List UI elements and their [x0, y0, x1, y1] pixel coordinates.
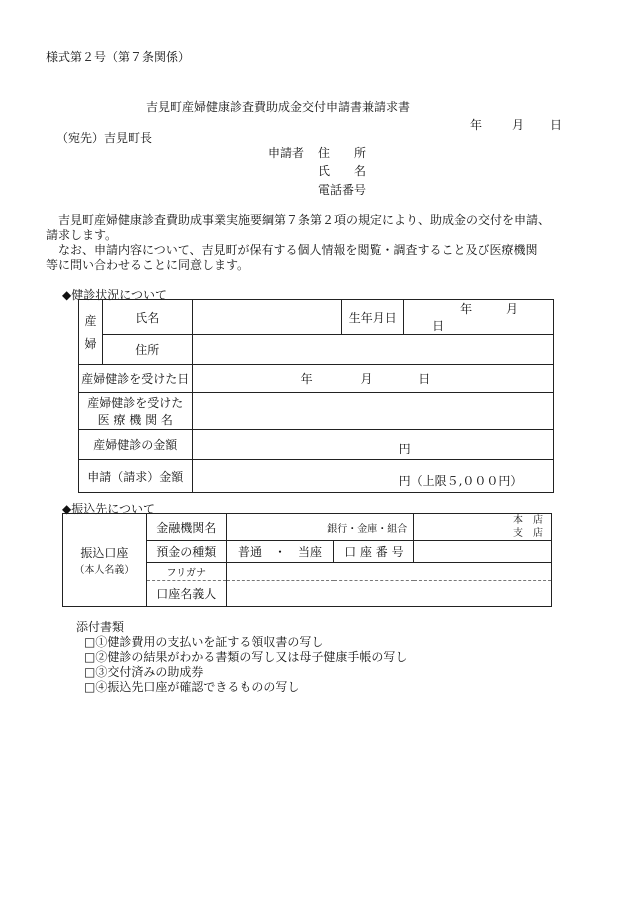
bank-name-label: 金融機関名 [146, 514, 226, 541]
date-year: 年 [470, 118, 483, 132]
sanpu-cell [79, 300, 103, 365]
birth-year: 年 [460, 302, 473, 316]
bank-name-field[interactable] [226, 514, 414, 541]
deposit-type-label: 預金の種類 [146, 541, 226, 563]
sanpu-char-2: 婦 [84, 337, 97, 351]
birth-field[interactable] [404, 300, 554, 335]
bank-types: 銀行・金庫・組合 [327, 523, 408, 535]
attachment-item-3[interactable]: □③交付済みの助成券 [84, 665, 204, 679]
date-month: 月 [512, 118, 525, 132]
branch-sub: 支 店 [513, 528, 543, 539]
deposit-type-options[interactable]: 普通 ・ 当座 [226, 541, 334, 563]
applicant-address-label: 住 所 [318, 146, 367, 160]
request-label: 申請（請求）金額 [79, 460, 193, 493]
branch-main: 本 店 [513, 515, 543, 526]
account-number-field[interactable] [414, 541, 552, 563]
attachment-item-1[interactable]: □①健診費用の支払いを証する領収書の写し [84, 635, 324, 649]
body-para2-line2: 等に問い合わせることに同意します。 [46, 258, 250, 272]
bank-account-table [62, 513, 552, 607]
attachment-item-4[interactable]: □④振込先口座が確認できるものの写し [84, 680, 300, 694]
holder-label: 口座名義人 [146, 581, 226, 607]
exam-day: 日 [418, 372, 431, 386]
section1-heading: ◆健診状況について [62, 288, 167, 302]
amount-label: 産婦健診の金額 [79, 430, 193, 460]
birth-day: 日 [432, 319, 445, 333]
account-label-cell [63, 514, 147, 607]
facility-label [79, 393, 193, 430]
birth-label: 生年月日 [342, 300, 404, 335]
account-number-label: 口 座 番 号 [334, 541, 414, 563]
attachment-item-2[interactable]: □②健診の結果がわかる書類の写し又は母子健康手帳の写し [84, 650, 408, 664]
addressee: （宛先）吉見町長 [56, 131, 153, 145]
furigana-field[interactable] [226, 563, 551, 581]
name-label: 氏名 [102, 300, 192, 335]
facility-field[interactable] [192, 393, 553, 430]
facility-label-line2: 医 療 機 関 名 [97, 413, 173, 427]
facility-label-line1: 産婦健診を受けた [87, 396, 184, 410]
name-field[interactable] [192, 300, 342, 335]
furigana-label: フリガナ [146, 563, 226, 581]
form-number: 様式第２号（第７条関係） [46, 50, 191, 64]
date-day: 日 [550, 118, 563, 132]
attachments-heading: 添付書類 [76, 620, 125, 634]
branch-field[interactable] [414, 514, 552, 541]
health-exam-table [78, 299, 554, 493]
page-title: 吉見町産婦健康診査費助成金交付申請書兼請求書 [146, 100, 411, 114]
exam-date-label: 産婦健診を受けた日 [79, 365, 193, 393]
applicant-phone-label: 電話番号 [318, 183, 367, 197]
birth-month: 月 [505, 302, 518, 316]
exam-date-field[interactable] [192, 365, 553, 393]
amount-unit: 円 [398, 442, 411, 456]
amount-field[interactable] [192, 430, 553, 460]
address-field[interactable] [192, 335, 553, 365]
body-para1-line1: 吉見町産婦健康診査費助成事業実施要綱第７条第２項の規定により、助成金の交付を申請、 [58, 213, 551, 227]
address-label: 住所 [102, 335, 192, 365]
account-label: 振込口座 [80, 546, 129, 560]
body-para1-line2: 請求します。 [46, 228, 118, 242]
section2-heading: ◆振込先について [62, 502, 155, 516]
request-field[interactable] [192, 460, 553, 493]
exam-month: 月 [360, 372, 373, 386]
sanpu-char-1: 産 [84, 314, 97, 328]
account-sub-label: （本人名義） [74, 565, 135, 576]
applicant-name-label: 氏 名 [318, 164, 367, 178]
holder-field[interactable] [226, 581, 551, 607]
exam-year: 年 [300, 372, 313, 386]
request-unit: 円（上限５,０００円） [398, 474, 523, 488]
applicant-label: 申請者 [268, 146, 305, 160]
body-para2-line1: なお、申請内容について、吉見町が保有する個人情報を閲覧・調査すること及び医療機関 [58, 243, 538, 257]
